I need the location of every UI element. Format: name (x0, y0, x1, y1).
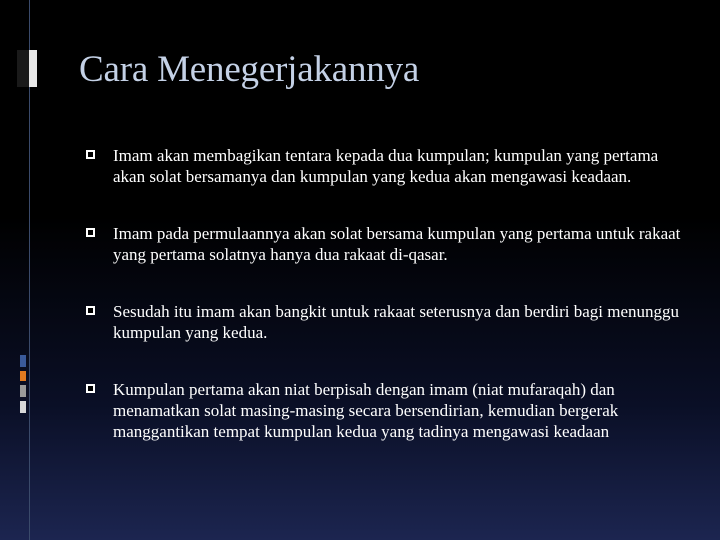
bullet-text: Imam pada permulaannya akan solat bersama kumpulan yang pertama untuk rakaat yang pertama solatnya hanya dua rakaat di-qasar. (113, 224, 681, 264)
slide-title: Cara Menegerjakannya (79, 49, 420, 90)
bullet-item (86, 223, 686, 265)
square-bullet-icon (86, 306, 95, 315)
deco-square-blue (20, 355, 26, 367)
bullet-item (86, 379, 686, 442)
bullet-text: Sesudah itu imam akan bangkit untuk rakaat seterusnya dan berdiri bagi menunggu kumpulan yang kedua. (113, 302, 680, 342)
square-bullet-icon (86, 150, 95, 159)
square-bullet-icon (86, 228, 95, 237)
square-bullet-icon (86, 384, 95, 393)
bullet-item (86, 145, 686, 187)
bullet-item (86, 301, 686, 343)
bullet-text: Imam akan membagikan tentara kepada dua kumpulan; kumpulan yang pertama akan solat bersamanya dan kumpulan yang kedua akan mengawasi keadaan. (113, 146, 659, 186)
bullet-list (86, 145, 686, 442)
title-accent-block-light (29, 50, 37, 87)
bullet-text: Kumpulan pertama akan niat berpisah dengan imam (niat mufaraqah) dan menamatkan solat masing-masing secara bersendirian, kemudian bergerak manggantikan tempat kumpulan kedua yang tadinya mengawasi keadaan (113, 380, 619, 441)
deco-square-gray (20, 385, 26, 397)
deco-square-orange (20, 371, 26, 381)
deco-square-light (20, 401, 26, 413)
title-accent-block-dark (17, 50, 29, 87)
